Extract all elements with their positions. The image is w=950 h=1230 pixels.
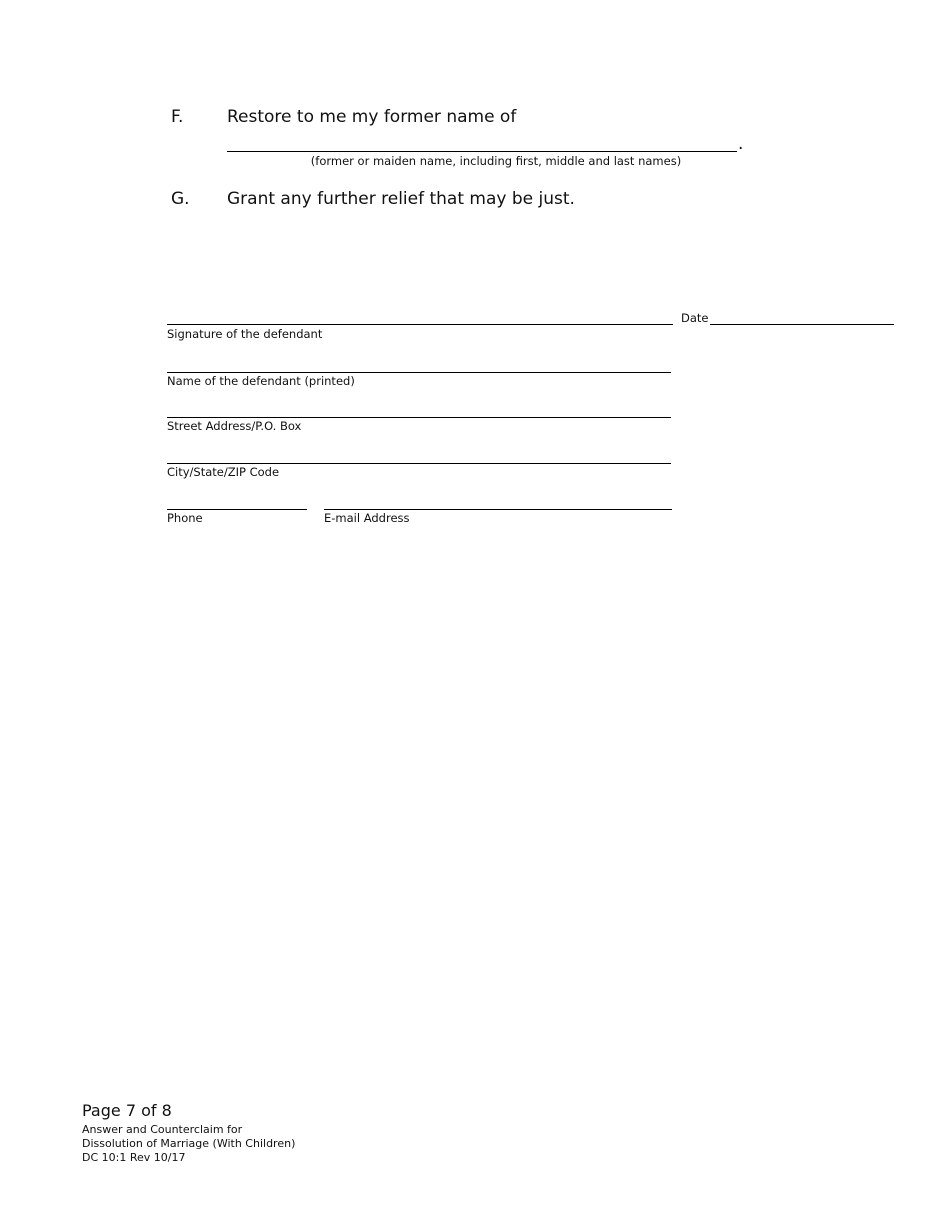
item-f-text: Restore to me my former name of [227, 107, 517, 127]
printed-name-label: Name of the defendant (printed) [167, 374, 355, 388]
footer-title-line1: Answer and Counterclaim for [82, 1123, 243, 1136]
former-name-field[interactable] [227, 151, 737, 152]
email-label: E-mail Address [324, 511, 410, 525]
city-state-zip-field[interactable] [167, 463, 671, 464]
former-name-period: . [738, 134, 744, 154]
signature-field[interactable] [167, 324, 673, 325]
date-field[interactable] [710, 324, 894, 325]
form-code: DC 10:1 Rev 10/17 [82, 1151, 186, 1164]
city-state-zip-label: City/State/ZIP Code [167, 465, 280, 479]
street-address-label: Street Address/P.O. Box [167, 419, 302, 433]
printed-name-field[interactable] [167, 372, 671, 373]
phone-field[interactable] [167, 509, 307, 510]
date-label: Date [681, 311, 709, 325]
former-name-caption: (former or maiden name, including first, middle and last names) [310, 154, 682, 168]
email-field[interactable] [324, 509, 672, 510]
item-g-letter: G. [171, 189, 190, 209]
signature-label: Signature of the defendant [167, 327, 323, 341]
footer-title-line2: Dissolution of Marriage (With Children) [82, 1137, 296, 1150]
street-address-field[interactable] [167, 417, 671, 418]
item-g-text: Grant any further relief that may be just. [227, 189, 575, 209]
phone-label: Phone [167, 511, 203, 525]
item-f-letter: F. [171, 107, 184, 127]
page-number: Page 7 of 8 [82, 1101, 172, 1120]
